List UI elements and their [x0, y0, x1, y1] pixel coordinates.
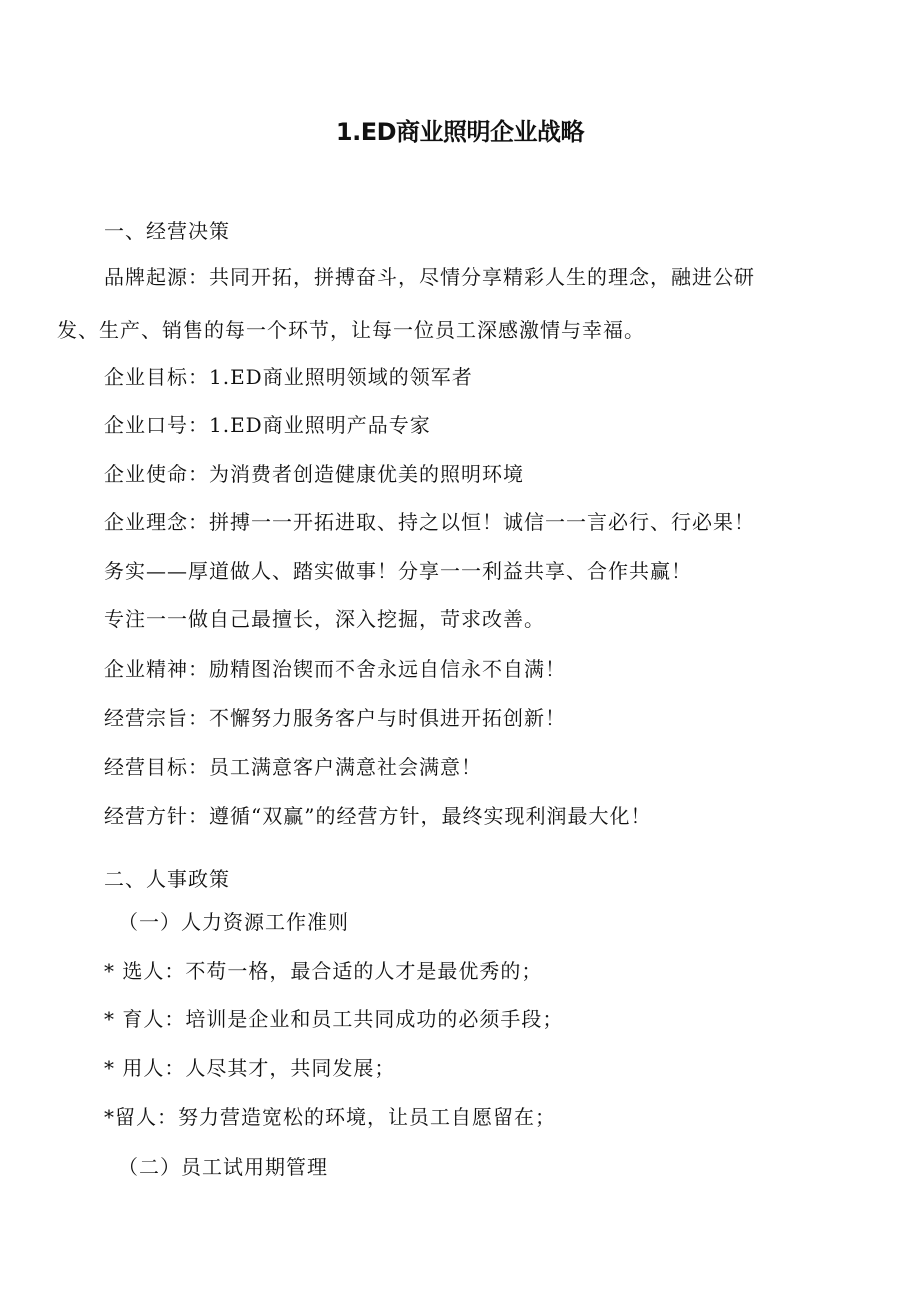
section-heading-personnel-policy: 二、人事政策 [104, 867, 230, 891]
paragraph-enterprise-goal: 企业目标：1.ED商业照明领域的领军者 [104, 365, 473, 389]
paragraph-business-policy: 经营方针：遵循“双赢”的经营方针，最终实现利润最大化！ [104, 804, 652, 828]
paragraph-brand-origin-line1: 品牌起源：共同开拓，拼搏奋斗，尽情分享精彩人生的理念，融进公研 [104, 265, 755, 289]
subheading-probation-management: （二）员工试用期管理 [118, 1155, 328, 1179]
paragraph-enterprise-slogan: 企业口号：1.ED商业照明产品专家 [104, 413, 431, 437]
document-title: 1.ED商业照明企业战略 [335, 118, 585, 146]
paragraph-philosophy-line3: 专注一一做自己最擅长，深入挖掘，苛求改善。 [104, 607, 545, 631]
paragraph-business-goal: 经营目标：员工满意客户满意社会满意！ [104, 755, 482, 779]
list-item-train-people: * 育人：培训是企业和员工共同成功的必须手段； [104, 1007, 564, 1031]
paragraph-philosophy-line2: 务实——厚道做人、踏实做事！分享一一利益共享、合作共赢！ [104, 559, 692, 583]
paragraph-philosophy-line1: 企业理念：拼搏一一开拓进取、持之以恒！诚信一一言必行、行必果！ [104, 510, 755, 534]
list-item-select-people: * 选人：不苟一格，最合适的人才是最优秀的； [104, 959, 543, 983]
paragraph-enterprise-spirit: 企业精神：励精图治锲而不舍永远自信永不自满！ [104, 657, 566, 681]
paragraph-brand-origin-line2: 发、生产、销售的每一个环节，让每一位员工深感激情与幸福。 [57, 318, 645, 342]
paragraph-business-tenet: 经营宗旨：不懈努力服务客户与时俱进开拓创新！ [104, 706, 566, 730]
list-item-use-people: * 用人：人尽其才，共同发展； [104, 1056, 396, 1080]
paragraph-enterprise-mission: 企业使命：为消费者创造健康优美的照明环境 [104, 462, 524, 486]
section-heading-business-decision: 一、经营决策 [104, 219, 230, 243]
subheading-hr-principles: （一）人力资源工作准则 [118, 910, 349, 934]
list-item-retain-people: *留人：努力营造宽松的环境，让员工自愿留在； [104, 1105, 556, 1129]
